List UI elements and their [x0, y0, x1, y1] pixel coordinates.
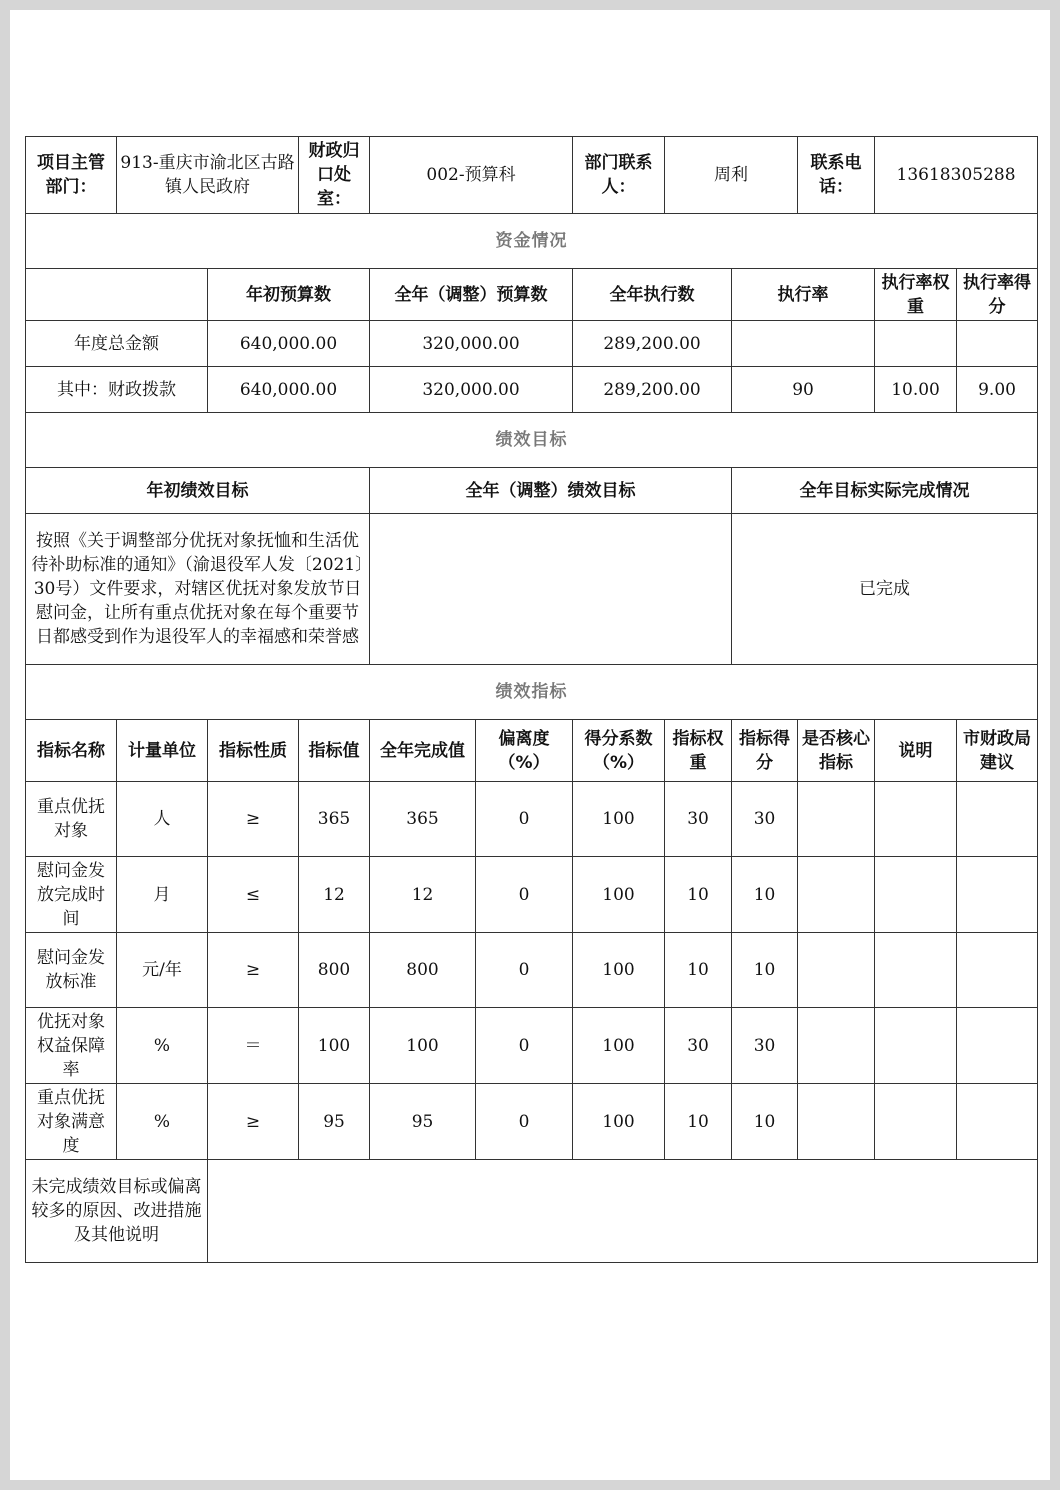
ind-note: [875, 1008, 957, 1084]
funds-row: [26, 367, 1038, 413]
ind-col-actual: 全年完成值: [370, 720, 476, 782]
ind-coef: 100: [573, 1084, 665, 1160]
ind-col-note: 说明: [875, 720, 957, 782]
ind-col-coef: 得分系数（%）: [573, 720, 665, 782]
ind-deviation: 0: [476, 1008, 573, 1084]
ind-deviation: 0: [476, 933, 573, 1008]
remarks-value: [208, 1160, 1038, 1263]
ind-score: 30: [732, 782, 798, 857]
ind-col-target: 指标值: [299, 720, 370, 782]
funds-row-executed: 289,200.00: [573, 367, 732, 413]
goals-adjusted-text: [370, 514, 732, 665]
ind-target: 95: [299, 1084, 370, 1160]
goals-header-row: [26, 468, 1038, 514]
indicator-row: [26, 1084, 1038, 1160]
goals-actual-text: 已完成: [732, 514, 1038, 665]
ind-actual: 100: [370, 1008, 476, 1084]
ind-name: 慰问金发放完成时间: [26, 857, 117, 933]
finance-value: 002-预算科: [370, 137, 573, 214]
indicators-section-row: [26, 665, 1038, 720]
ind-nature: ≥: [208, 933, 299, 1008]
ind-col-nature: 指标性质: [208, 720, 299, 782]
funds-row-adjusted: 320,000.00: [370, 321, 573, 367]
funds-col-blank: [26, 269, 208, 321]
funds-row-score: [957, 321, 1038, 367]
ind-col-score: 指标得分: [732, 720, 798, 782]
performance-evaluation-table: [25, 136, 1038, 1263]
funds-section-row: [26, 214, 1038, 269]
ind-advice: [957, 782, 1038, 857]
ind-coef: 100: [573, 933, 665, 1008]
ind-score: 10: [732, 933, 798, 1008]
ind-deviation: 0: [476, 782, 573, 857]
funds-row-score: 9.00: [957, 367, 1038, 413]
ind-nature: ≤: [208, 857, 299, 933]
dept-value: 913-重庆市渝北区古路镇人民政府: [117, 137, 299, 214]
ind-col-unit: 计量单位: [117, 720, 208, 782]
ind-target: 12: [299, 857, 370, 933]
goals-col-actual: 全年目标实际完成情况: [732, 468, 1038, 514]
ind-advice: [957, 1084, 1038, 1160]
ind-score: 30: [732, 1008, 798, 1084]
ind-note: [875, 933, 957, 1008]
contact-label: 部门联系人：: [573, 137, 665, 214]
funds-row-rate: 90: [732, 367, 875, 413]
ind-core: [798, 1008, 875, 1084]
dept-label: 项目主管部门：: [26, 137, 117, 214]
goals-col-initial: 年初绩效目标: [26, 468, 370, 514]
ind-core: [798, 782, 875, 857]
goals-section-title: 绩效目标: [26, 413, 1038, 468]
remarks-label: 未完成绩效目标或偏离较多的原因、改进措施及其他说明: [26, 1160, 208, 1263]
funds-row-weight: [875, 321, 957, 367]
document-page: [10, 10, 1050, 1480]
ind-col-deviation: 偏离度（%）: [476, 720, 573, 782]
funds-row-rate: [732, 321, 875, 367]
ind-nature: ≥: [208, 1084, 299, 1160]
ind-deviation: 0: [476, 857, 573, 933]
phone-value: 13618305288: [875, 137, 1038, 214]
goals-content-row: [26, 514, 1038, 665]
ind-note: [875, 782, 957, 857]
ind-name: 优抚对象权益保障率: [26, 1008, 117, 1084]
ind-col-core: 是否核心指标: [798, 720, 875, 782]
contact-value: 周利: [665, 137, 798, 214]
funds-row-initial: 640,000.00: [208, 367, 370, 413]
ind-nature: ＝: [208, 1008, 299, 1084]
indicator-row: [26, 933, 1038, 1008]
funds-col-score: 执行率得分: [957, 269, 1038, 321]
goals-col-adjusted: 全年（调整）绩效目标: [370, 468, 732, 514]
ind-unit: 人: [117, 782, 208, 857]
funds-row-adjusted: 320,000.00: [370, 367, 573, 413]
ind-col-advice: 市财政局建议: [957, 720, 1038, 782]
ind-deviation: 0: [476, 1084, 573, 1160]
ind-col-name: 指标名称: [26, 720, 117, 782]
remarks-row: [26, 1160, 1038, 1263]
ind-coef: 100: [573, 1008, 665, 1084]
ind-unit: %: [117, 1008, 208, 1084]
funds-row-executed: 289,200.00: [573, 321, 732, 367]
ind-advice: [957, 857, 1038, 933]
phone-label: 联系电话：: [798, 137, 875, 214]
ind-unit: 月: [117, 857, 208, 933]
funds-col-initial: 年初预算数: [208, 269, 370, 321]
ind-name: 重点优抚对象: [26, 782, 117, 857]
ind-name: 重点优抚对象满意度: [26, 1084, 117, 1160]
ind-weight: 10: [665, 857, 732, 933]
ind-unit: %: [117, 1084, 208, 1160]
ind-target: 365: [299, 782, 370, 857]
ind-note: [875, 1084, 957, 1160]
ind-coef: 100: [573, 857, 665, 933]
ind-core: [798, 857, 875, 933]
ind-actual: 12: [370, 857, 476, 933]
ind-core: [798, 933, 875, 1008]
goals-initial-text: 按照《关于调整部分优抚对象抚恤和生活优待补助标准的通知》（渝退役军人发〔2021〕30号）文件要求，对辖区优抚对象发放节日慰问金，让所有重点优抚对象在每个重要节日都感受到作为退役军人的幸福感和荣誉感: [26, 514, 370, 665]
ind-advice: [957, 933, 1038, 1008]
funds-row-label: 其中：财政拨款: [26, 367, 208, 413]
funds-row: [26, 321, 1038, 367]
ind-actual: 365: [370, 782, 476, 857]
finance-label: 财政归口处室：: [299, 137, 370, 214]
ind-note: [875, 857, 957, 933]
indicators-section-title: 绩效指标: [26, 665, 1038, 720]
ind-weight: 30: [665, 782, 732, 857]
funds-col-adjusted: 全年（调整）预算数: [370, 269, 573, 321]
ind-weight: 10: [665, 933, 732, 1008]
funds-col-executed: 全年执行数: [573, 269, 732, 321]
ind-core: [798, 1084, 875, 1160]
project-info-row: [26, 137, 1038, 214]
funds-header-row: [26, 269, 1038, 321]
funds-row-weight: 10.00: [875, 367, 957, 413]
goals-section-row: [26, 413, 1038, 468]
funds-col-weight: 执行率权重: [875, 269, 957, 321]
funds-row-label: 年度总金额: [26, 321, 208, 367]
ind-weight: 30: [665, 1008, 732, 1084]
ind-target: 800: [299, 933, 370, 1008]
funds-section-title: 资金情况: [26, 214, 1038, 269]
ind-advice: [957, 1008, 1038, 1084]
ind-weight: 10: [665, 1084, 732, 1160]
ind-col-weight: 指标权重: [665, 720, 732, 782]
ind-actual: 800: [370, 933, 476, 1008]
indicator-row: [26, 782, 1038, 857]
ind-coef: 100: [573, 782, 665, 857]
ind-actual: 95: [370, 1084, 476, 1160]
funds-row-initial: 640,000.00: [208, 321, 370, 367]
ind-nature: ≥: [208, 782, 299, 857]
ind-score: 10: [732, 1084, 798, 1160]
ind-unit: 元/年: [117, 933, 208, 1008]
indicator-row: [26, 857, 1038, 933]
ind-score: 10: [732, 857, 798, 933]
ind-target: 100: [299, 1008, 370, 1084]
indicator-row: [26, 1008, 1038, 1084]
funds-col-rate: 执行率: [732, 269, 875, 321]
ind-name: 慰问金发放标准: [26, 933, 117, 1008]
indicators-header-row: [26, 720, 1038, 782]
